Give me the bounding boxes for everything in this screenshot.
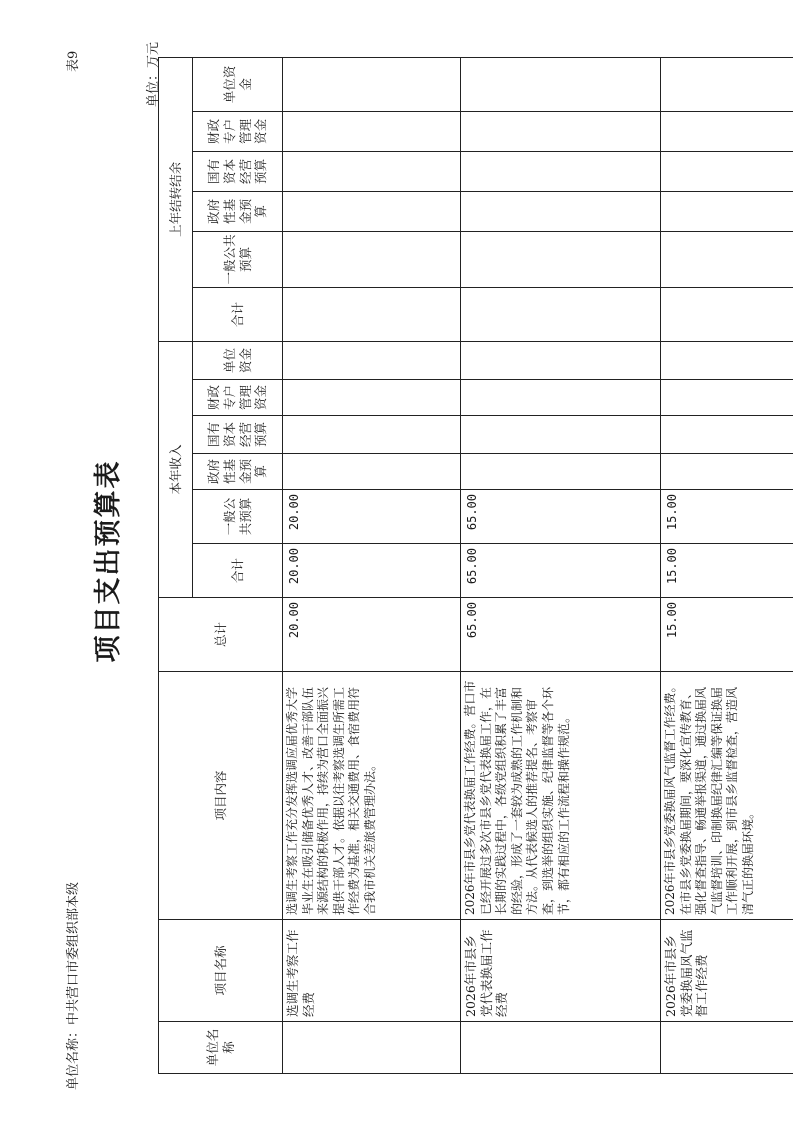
row-unit [461,1022,661,1074]
row-empty-cell [461,380,661,416]
row-empty-cell [461,287,661,341]
row-empty-cell [461,57,661,111]
header-income-fiscal-special: 财政专户管理资金 [193,380,283,416]
header-project-content: 项目内容 [159,672,283,920]
row-income-subtotal: 20.00 [283,544,461,598]
row-total: 20.00 [283,598,461,672]
header-carry-gov-fund: 政府性基金预算 [193,191,283,231]
table-row [461,57,661,1073]
header-income-general-budget: 一般公共预算 [193,490,283,544]
header-unit: 单位名称 [159,1022,283,1074]
row-empty-cell [661,416,793,454]
header-carry-fiscal-special: 财政专户管理资金 [193,111,283,151]
row-empty-cell [283,151,461,191]
header-current-income: 本年收入 [159,341,193,597]
table-row [283,57,461,1073]
row-project-content: 2026年市县乡党代表换届工作经费。营口市已经开展过多次市县乡党代表换届工作，在长期的实践过程中，各级党组织积累了丰富的经验，形成了一套较为成熟的工作机制和方法。从代表候选人的推荐提名、考察审查，到选举的组织实施、纪律监督等各个环节，都有相应的工作流程和操作规范。 [461,672,661,920]
budget-table [158,57,793,1074]
row-empty-cell [661,191,793,231]
row-empty-cell [661,57,793,111]
row-total: 65.00 [461,598,661,672]
header-project-name: 项目名称 [159,920,283,1022]
header-income-unit-funds: 单位资金 [193,341,283,379]
row-project-name: 2026年市县乡党代表换届工作经费 [461,920,661,1022]
row-empty-cell [283,57,461,111]
row-empty-cell [283,380,461,416]
row-empty-cell [283,454,461,490]
header-income-subtotal: 合计 [193,544,283,598]
row-total: 15.00 [661,598,793,672]
row-income-subtotal: 15.00 [661,544,793,598]
row-empty-cell [283,231,461,287]
unit-name: 单位名称：中共营口市委组织部本级 [66,881,81,1090]
row-empty-cell [283,341,461,379]
row-empty-cell [461,341,661,379]
row-empty-cell [283,416,461,454]
row-project-name: 2026年市县乡党委换届风气监督工作经费 [661,920,793,1022]
row-empty-cell [461,231,661,287]
header-carry-general-budget: 一般公共预算 [193,231,283,287]
row-project-content: 2026年市县乡党委换届风气监督工作经费。在市县乡党委换届期间，要深化宣传教育、强化督查指导、畅通举报渠道，通过换届风气监督培训、印制换届纪律汇编等保证换届工作顺利开展，到市县乡监督检查，营造风清气正的换届环境。 [661,672,793,920]
currency-unit: 单位：万元 [146,42,161,108]
row-empty-cell [661,231,793,287]
table-number: 表9 [66,50,81,72]
header-carry-state-capital: 国有资本经营预算 [193,151,283,191]
table-row [661,57,793,1073]
row-empty-cell [661,151,793,191]
row-empty-cell [461,416,661,454]
row-empty-cell [283,191,461,231]
page-title: 项目支出预算表 [93,459,124,663]
header-income-state-capital: 国有资本经营预算 [193,416,283,454]
row-income-general-budget: 15.00 [661,490,793,544]
row-income-general-budget: 20.00 [283,490,461,544]
row-empty-cell [461,454,661,490]
row-empty-cell [283,287,461,341]
row-income-general-budget: 65.00 [461,490,661,544]
header-income-gov-fund: 政府性基金预算 [193,454,283,490]
row-empty-cell [283,111,461,151]
row-project-name: 选调生考察工作经费 [283,920,461,1022]
header-total: 总计 [159,598,283,672]
header-carry-subtotal: 合计 [193,287,283,341]
header-carry-unit-funds: 单位资金 [193,57,283,111]
row-empty-cell [461,191,661,231]
row-empty-cell [661,454,793,490]
row-empty-cell [661,287,793,341]
row-unit [283,1022,461,1074]
row-empty-cell [661,111,793,151]
row-empty-cell [661,380,793,416]
row-empty-cell [661,341,793,379]
row-project-content: 选调生考察工作充分发挥选调应届优秀大学毕业生在吸引储备优秀人才、改善干部队伍来源结构的积极作用，持续为营口全面振兴提供干部人才。依据以往考察选调生所需工作经费为基准，相关交通费用、食宿费用符合我市机关差旅费管理办法。 [283,672,461,920]
row-empty-cell [461,151,661,191]
row-unit [661,1022,793,1074]
row-empty-cell [461,111,661,151]
row-income-subtotal: 65.00 [461,544,661,598]
header-carryover: 上年结转结余 [159,57,193,341]
